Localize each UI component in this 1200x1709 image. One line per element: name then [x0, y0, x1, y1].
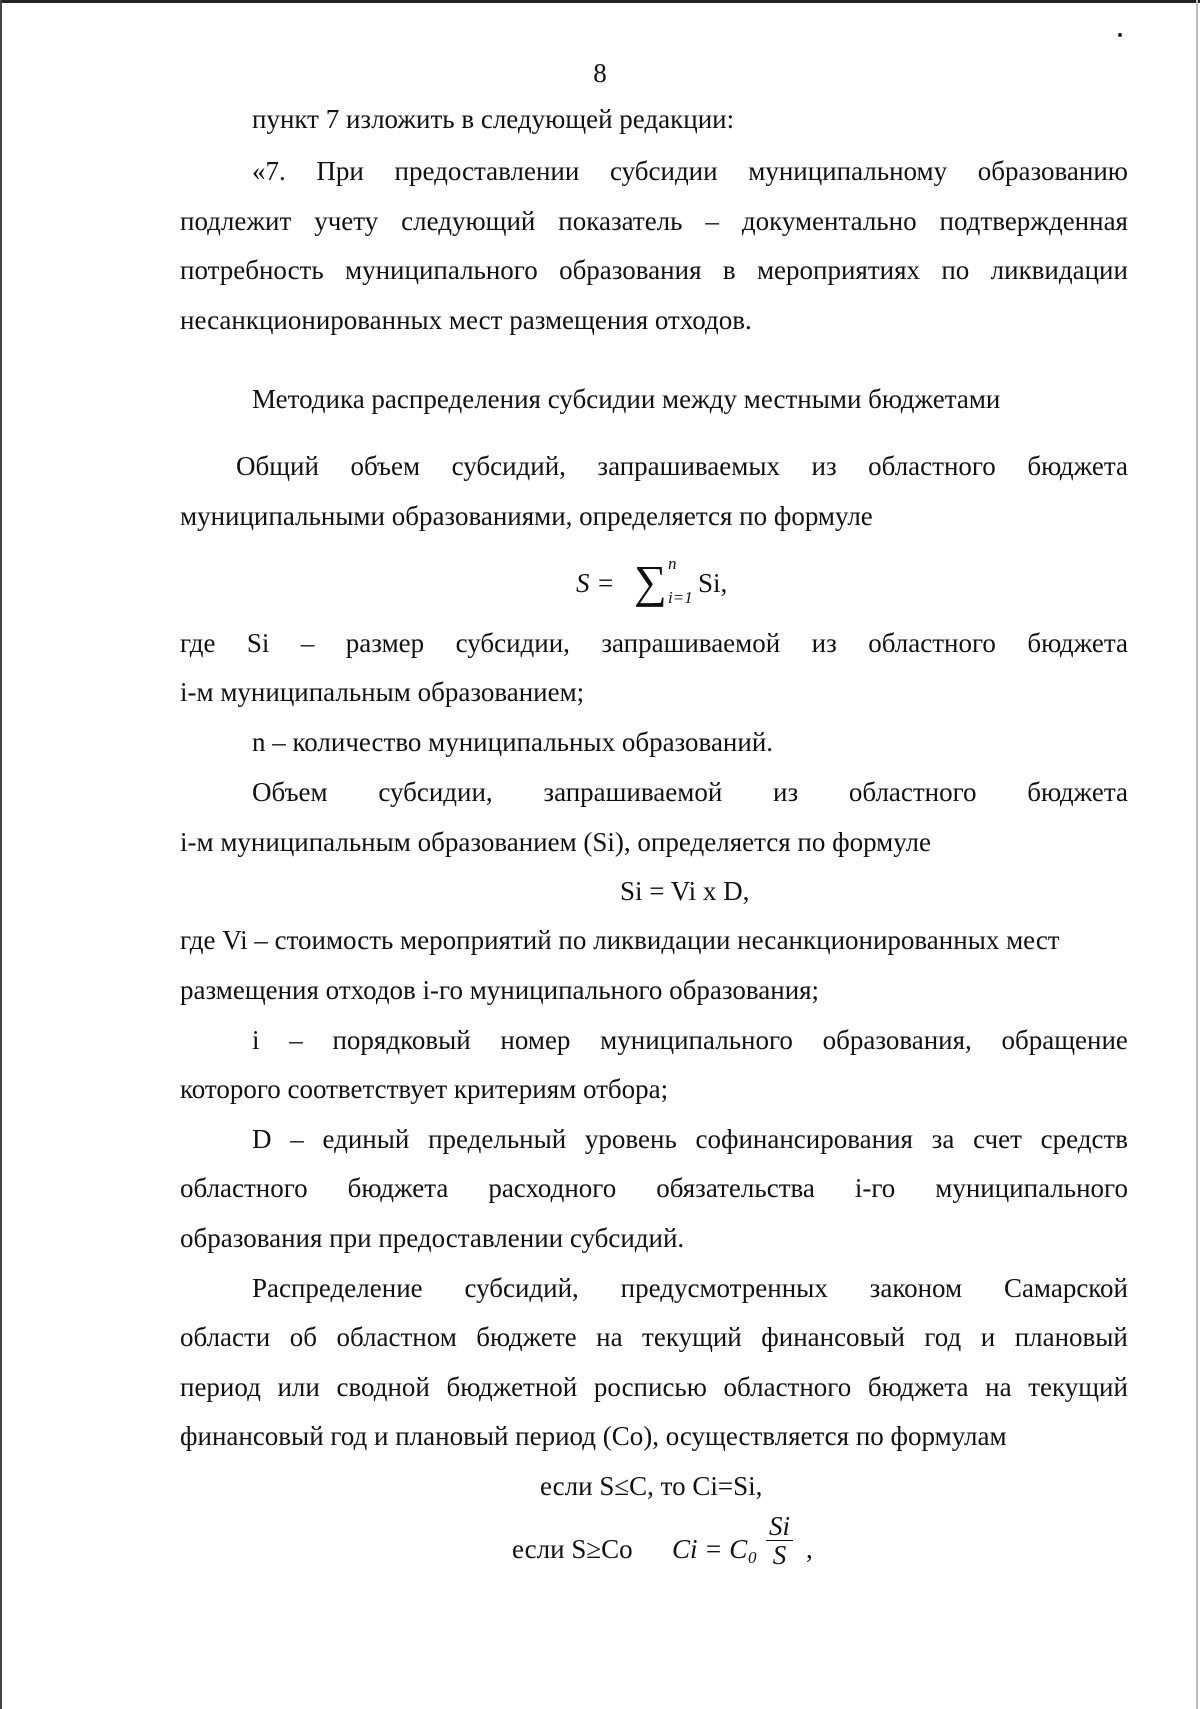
word: финансовый [761, 1322, 905, 1352]
word: законом [869, 1273, 963, 1303]
word: бюджета [1027, 451, 1128, 481]
word: областного [868, 628, 996, 658]
word: i [252, 1025, 260, 1055]
page-number: 8 [593, 58, 607, 88]
word: номер [500, 1025, 571, 1055]
condition-2-prefix: если S≥Co [512, 1534, 633, 1564]
paragraph-line-2 [252, 156, 1128, 186]
word: текущий [642, 1322, 742, 1352]
paragraph-line-24 [180, 1322, 1128, 1352]
word: бюджете [476, 1322, 577, 1352]
word: образования, [822, 1025, 972, 1055]
section-heading: Методика распределения субсидии между местными бюджетами [252, 384, 1001, 414]
word: на [596, 1322, 623, 1352]
word: субсидий, [464, 1273, 579, 1303]
paragraph-line-20 [252, 1124, 1128, 1154]
word: предоставлении [394, 156, 580, 186]
word: бюджета [1027, 777, 1128, 807]
scan-edge-top [0, 0, 1200, 3]
sum-formula-rhs: Si, [698, 568, 728, 598]
word: из [773, 777, 799, 807]
word: или [277, 1372, 320, 1402]
paragraph-line-22: образования при предоставлении субсидий. [180, 1223, 685, 1253]
scan-edge-left [0, 0, 2, 1709]
word: счет [973, 1124, 1022, 1154]
word: Si [246, 628, 270, 658]
condition-formula-1: если S≤C, то Ci=Si, [540, 1471, 763, 1501]
condition-2-subscript: 0 [748, 1548, 757, 1567]
word: показатель [558, 206, 683, 236]
word: областном [336, 1322, 457, 1352]
word: ликвидации [990, 255, 1128, 285]
word: муниципального [600, 1025, 793, 1055]
paragraph-line-19: которого соответствует критериям отбора; [180, 1074, 669, 1104]
word: муниципального [935, 1173, 1128, 1203]
word: из [811, 451, 837, 481]
word: потребность [180, 255, 324, 285]
paragraph-line-21 [180, 1173, 1128, 1203]
si-formula: Si = Vi x D, [620, 876, 750, 906]
paragraph-line-26: финансовый год и плановый период (Co), осуществляется по формулам [180, 1421, 1007, 1451]
word: бюджета [867, 1372, 969, 1402]
word: сводной [336, 1372, 430, 1402]
word: Общий [236, 451, 319, 481]
word: уровень [584, 1124, 677, 1154]
word: текущий [1028, 1372, 1128, 1402]
paragraph-line-16: где Vi – стоимость мероприятий по ликвидации несанкционированных мест [180, 925, 1060, 955]
word: размер [345, 628, 425, 658]
word: предусмотренных [620, 1273, 828, 1303]
word: плановый [1014, 1322, 1128, 1352]
sum-lower-limit: i=1 [668, 588, 693, 607]
word: области [180, 1322, 271, 1352]
word: обращение [1001, 1025, 1128, 1055]
word: образования [559, 255, 702, 285]
word: – [290, 1124, 304, 1154]
word: расходного [488, 1173, 617, 1203]
condition-2-tail: , [806, 1534, 813, 1564]
word: субсидии [610, 156, 718, 186]
word: образованию [977, 156, 1128, 186]
word: где [180, 628, 216, 658]
paragraph-line-18 [252, 1025, 1128, 1055]
word: средств [1040, 1124, 1128, 1154]
word: Самарской [1003, 1273, 1128, 1303]
word: областного [180, 1173, 308, 1203]
word: об [289, 1322, 317, 1352]
word: «7. [252, 156, 286, 186]
word: запрашиваемой [601, 628, 781, 658]
word: – [300, 628, 315, 658]
paragraph-line-12: n – количество муниципальных образований. [252, 727, 774, 757]
word: на [985, 1372, 1012, 1402]
word: софинансирования [695, 1124, 913, 1154]
word: предельный [428, 1124, 567, 1154]
word: документально [741, 206, 917, 236]
word: Объем [252, 777, 328, 807]
word: по [941, 255, 970, 285]
word: следующий [401, 206, 536, 236]
word: порядковый [332, 1025, 471, 1055]
fraction-denominator: S [772, 1540, 787, 1570]
word: период [180, 1372, 261, 1402]
sum-upper-limit: n [668, 554, 677, 573]
word: единый [322, 1124, 410, 1154]
word: год [924, 1322, 962, 1352]
word: объем [350, 451, 421, 481]
word: бюджета [347, 1173, 449, 1203]
word: подлежит [180, 206, 292, 236]
paragraph-line-17: размещения отходов i-го муниципального образования; [180, 975, 820, 1005]
word: учету [314, 206, 379, 236]
word: муниципального [345, 255, 538, 285]
word: бюджетной [446, 1372, 578, 1402]
word: Распределение [252, 1273, 423, 1303]
word: в [722, 255, 736, 285]
word: запрашиваемых [597, 451, 780, 481]
word: i-го [854, 1173, 896, 1203]
paragraph-line-3 [180, 206, 1128, 236]
paragraph-line-10 [180, 628, 1128, 658]
paragraph-line-4 [180, 255, 1128, 285]
paragraph-line-1: пункт 7 изложить в следующей редакции: [252, 104, 735, 134]
word: субсидии, [455, 628, 570, 658]
word: запрашиваемой [543, 777, 723, 807]
sum-formula-lhs: S = [576, 568, 615, 598]
word: из [811, 628, 837, 658]
word: областного [848, 777, 977, 807]
word: росписью [593, 1372, 707, 1402]
word: – [705, 206, 719, 236]
word: муниципальному [748, 156, 948, 186]
word: D [252, 1124, 272, 1154]
paragraph-line-11: i-м муниципальным образованием; [180, 677, 585, 707]
condition-2-lhs: Ci = C [672, 1534, 748, 1564]
word: бюджета [1027, 628, 1128, 658]
word: областного [723, 1372, 852, 1402]
paragraph-line-13 [252, 777, 1128, 807]
paragraph-line-25 [180, 1372, 1128, 1402]
word: При [316, 156, 364, 186]
fraction-numerator: Si [766, 1512, 793, 1541]
word: – [289, 1025, 303, 1055]
word: субсидии, [378, 777, 493, 807]
word: за [931, 1124, 955, 1154]
word: подтвержденная [939, 206, 1128, 236]
word: субсидий, [451, 451, 566, 481]
sigma-symbol: ∑ [634, 556, 667, 607]
scan-edge-right [1196, 0, 1198, 1709]
paragraph-line-5: несанкционированных мест размещения отходов. [180, 305, 752, 335]
word: мероприятиях [756, 255, 920, 285]
paragraph-line-14: i-м муниципальным образованием (Si), определяется по формуле [180, 827, 932, 857]
word: областного [868, 451, 996, 481]
paragraph-line-8: муниципальными образованиями, определяется по формуле [180, 501, 873, 531]
fraction-si-over-s [766, 1512, 793, 1569]
scan-speck [1118, 33, 1122, 37]
word: и [980, 1322, 996, 1352]
paragraph-line-23 [252, 1273, 1128, 1303]
word: обязательства [656, 1173, 815, 1203]
paragraph-line-7 [236, 451, 1128, 481]
